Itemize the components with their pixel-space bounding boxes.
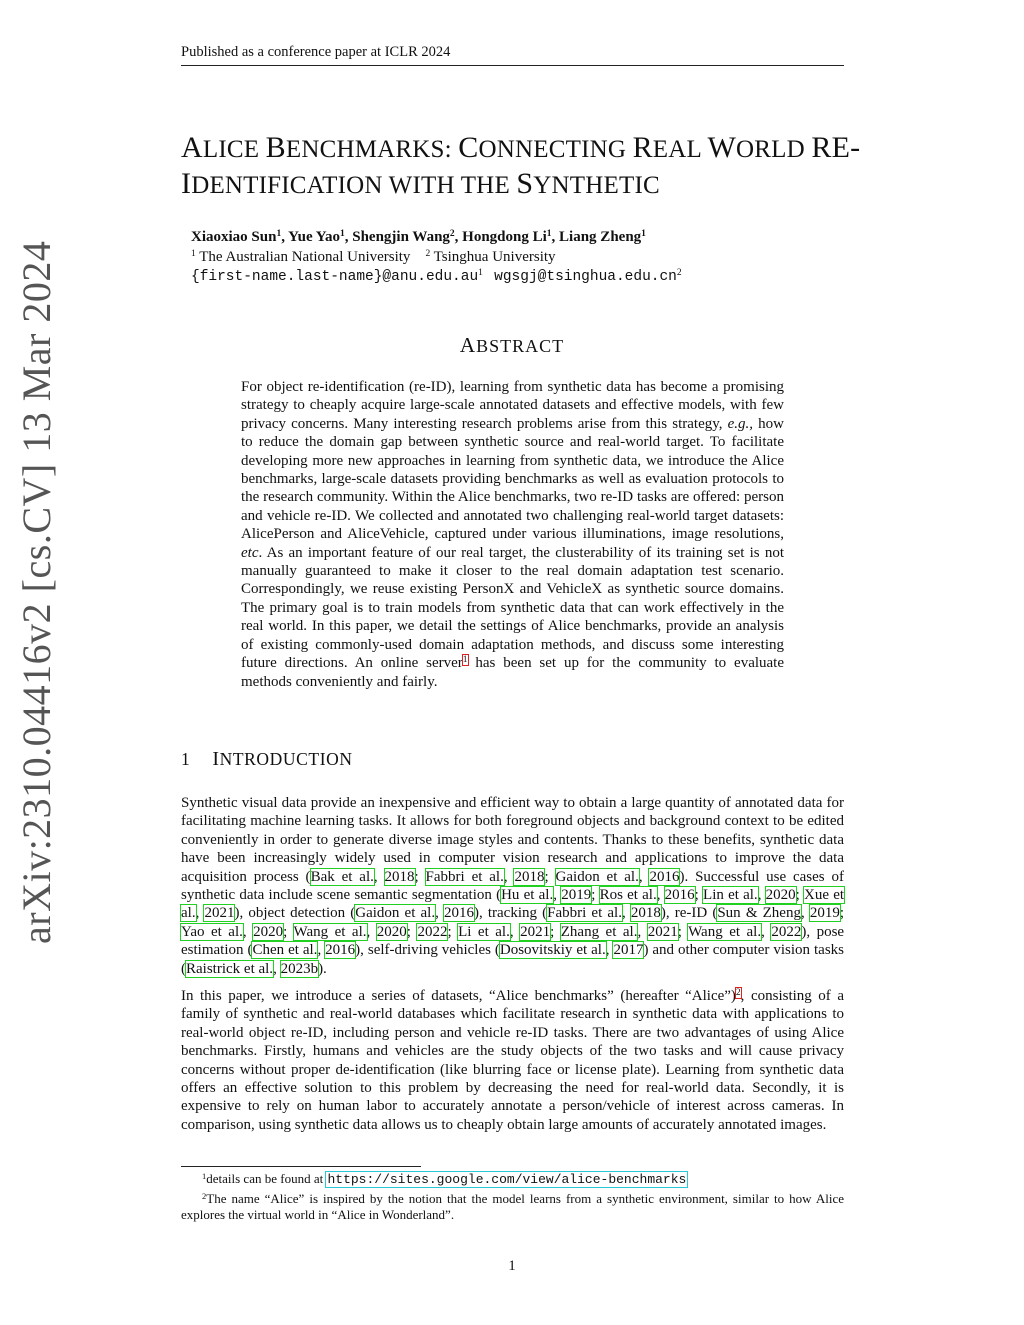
affiliation-mark: 1 bbox=[478, 268, 483, 278]
heading-rest: NTRODUCTION bbox=[219, 749, 353, 769]
text-run: , bbox=[553, 887, 562, 904]
title-char: S bbox=[516, 167, 534, 200]
citation-link[interactable]: 2020 bbox=[376, 923, 407, 940]
title-char: : bbox=[444, 136, 459, 163]
affiliations bbox=[191, 248, 831, 268]
heading-rest: BSTRACT bbox=[476, 336, 565, 356]
citation-link[interactable]: Xue et al. bbox=[181, 887, 845, 922]
citation-link[interactable]: 2019 bbox=[561, 887, 592, 904]
alice-benchmarks-url-link[interactable]: https://sites.google.com/view/alice-benchmarks bbox=[327, 1172, 687, 1187]
citation-link[interactable]: 2018 bbox=[384, 868, 415, 885]
text-run: , bbox=[273, 960, 281, 977]
text-run: how to reduce the domain gap between synthetic source and real-world target. To facilitate developing more new approaches in learning from synthetic data, we introduce the Alice benchmarks, large-scale datasets providing benchmarks as well as evaluation protocols to the research community. Within the Alice benchmarks, two re-ID tasks are offered: person and vehicle re-ID. We collected and annotated two challenging real-world target datasets: AlicePerson and AliceVehicle, captured under various illuminations, image resolutions, bbox=[241, 415, 784, 543]
author-name: Xiaoxiao Sun bbox=[191, 229, 277, 245]
footnote-1 bbox=[181, 1171, 844, 1189]
title-char: B bbox=[265, 131, 286, 164]
emails bbox=[191, 267, 831, 288]
intro-paragraph-2 bbox=[181, 987, 844, 1134]
footnote-mark: 1 bbox=[202, 1171, 207, 1181]
affiliation-anu: The Australian National University bbox=[199, 248, 411, 265]
text-run: , bbox=[242, 923, 254, 940]
text-run: ; bbox=[839, 905, 845, 922]
citation-link[interactable]: 2021 bbox=[520, 923, 551, 940]
text-run: ), tracking ( bbox=[473, 905, 548, 922]
text-run: , bbox=[637, 923, 648, 940]
title-char: A bbox=[181, 131, 203, 164]
text-run: ), self-driving vehicles ( bbox=[355, 942, 500, 959]
citation-link[interactable]: Li et al. bbox=[458, 923, 510, 940]
intro-paragraph-1 bbox=[181, 794, 844, 978]
text-run: ). Successful use cases of synthetic data include scene semantic segmentation ( bbox=[181, 868, 844, 904]
citation-link[interactable]: 2016 bbox=[664, 887, 695, 904]
affiliation-mark: 2 bbox=[449, 229, 455, 239]
text-run: , bbox=[435, 905, 444, 922]
citation-link[interactable]: 2021 bbox=[647, 923, 678, 940]
text-run: Synthetic visual data provide an inexpensive and efficient way to obtain a large quantity of annotated data for facilitating machine learning tasks. It allows for both foreground objects and background context to be edited conveniently in order to generate diverse image styles and contents. Thanks to these benefits, synthetic data have been increasingly widely used in computer vision research and applications to improve the data acquisition process ( bbox=[181, 795, 844, 885]
citation-link[interactable]: 2020 bbox=[765, 887, 796, 904]
affiliation-mark: 1 bbox=[546, 229, 552, 239]
text-run: , bbox=[503, 868, 515, 885]
title-char: EAL bbox=[652, 136, 708, 163]
text-run: ), pose estimation ( bbox=[181, 923, 845, 959]
text-run: ; bbox=[550, 923, 561, 940]
running-header: Published as a conference paper at ICLR 2024 bbox=[181, 44, 844, 66]
text-run: ; bbox=[544, 868, 556, 885]
arxiv-identifier: arXiv:2310.04416v2 [cs.CV] 13 Mar 2024 bbox=[14, 240, 59, 944]
text-run: ), re-ID ( bbox=[660, 905, 718, 922]
title-char: YNTHETIC bbox=[533, 172, 660, 199]
text-run: , consisting of a family of synthetic and real-world databases which facilitate research in synthetic data with applications to real-world object re-ID, including person and vehicle re-ID tasks. There are two advantages of using Alice benchmarks. Firstly, humans and vehicles are the study objects of the two tasks and will cause privacy concerns without proper de-identification (like blurring face or license plate). Learning from synthetic data offers an effective solution to this problem by decreasing the need for real-world data. Secondly, it is expensive to rely on human labor to accurately annotate a person/vehicle of interest across cameras. In comparison, using synthetic data allows us to cheaply obtain large amounts of accurately annotated images. bbox=[181, 988, 844, 1133]
text-run: , bbox=[195, 905, 205, 922]
footnote-mark: 2 bbox=[202, 1190, 207, 1201]
citation-link[interactable]: Gaidon et al. bbox=[555, 868, 639, 885]
text-run: ; bbox=[694, 887, 704, 904]
title-char: ONNECTING bbox=[478, 136, 633, 163]
title-line-2 bbox=[181, 167, 861, 203]
citation-link[interactable]: Zhang et al. bbox=[560, 923, 638, 940]
heading-initial: A bbox=[459, 333, 477, 357]
citation-link[interactable]: Wang et al. bbox=[688, 923, 762, 940]
citation-link[interactable]: 2016 bbox=[649, 868, 680, 885]
footnotes bbox=[181, 1171, 844, 1226]
author-block bbox=[191, 228, 831, 288]
footnote-link[interactable]: 2 bbox=[735, 988, 741, 998]
text-run: ) and other computer vision tasks ( bbox=[181, 942, 845, 977]
footnote-2 bbox=[181, 1191, 844, 1224]
title-char: R bbox=[811, 131, 832, 164]
text-run: ; bbox=[795, 887, 805, 904]
affiliation-mark: 1 bbox=[276, 229, 282, 239]
heading-initial: I bbox=[212, 748, 220, 770]
author-name: Liang Zheng bbox=[559, 229, 642, 245]
footnote-rule bbox=[181, 1166, 421, 1167]
text-run: , bbox=[317, 942, 326, 959]
author-names: Xiaoxiao Sun$^1$, Yue Yao$^1$, Shengjin Wang$^2$, Hongdong Li$^1$, Liang Zheng$^1$ bbox=[191, 229, 646, 245]
citation-link[interactable]: Hu et al. bbox=[501, 887, 554, 904]
affiliation-mark: 1 bbox=[339, 229, 345, 239]
text-run: , bbox=[638, 868, 650, 885]
paper-title bbox=[181, 131, 861, 203]
title-char: I bbox=[181, 167, 192, 200]
text-run: In this paper, we introduce a series of datasets, “Alice benchmarks” (hereafter “Alice”) bbox=[181, 988, 736, 1004]
citation-link[interactable]: Wang et al. bbox=[293, 923, 367, 940]
citation-link[interactable]: Fabbri et al. bbox=[547, 905, 622, 922]
text-run: ; bbox=[447, 923, 459, 940]
text-run: , bbox=[621, 905, 631, 922]
text-run: ; bbox=[414, 868, 426, 885]
citation-link[interactable]: Bak et al. bbox=[310, 868, 374, 885]
text-run: , bbox=[509, 923, 521, 940]
section-number: 1 bbox=[181, 749, 191, 769]
citation-link[interactable]: Fabbri et al. bbox=[425, 868, 504, 885]
author-name: Hongdong Li bbox=[462, 229, 547, 245]
text-run: ; bbox=[677, 923, 689, 940]
title-line-1 bbox=[181, 131, 861, 167]
title-char: E- bbox=[831, 131, 861, 164]
citation-link[interactable]: Chen et al. bbox=[252, 942, 318, 959]
title-char: ORLD bbox=[736, 136, 812, 163]
author-name: Yue Yao bbox=[288, 229, 340, 245]
email-tsinghua[interactable]: wgsgj@tsinghua.edu.cn bbox=[494, 269, 677, 285]
title-char: DENTIFICATION WITH THE bbox=[191, 172, 517, 199]
citation-link[interactable]: 2019 bbox=[809, 905, 840, 922]
citation-link[interactable]: Dosovitskiy et al. bbox=[499, 942, 606, 959]
text-run: ), object detection ( bbox=[234, 905, 356, 922]
citation-link[interactable]: 2018 bbox=[514, 868, 545, 885]
citation-link[interactable]: 2023b bbox=[280, 960, 319, 977]
italic-text: e.g., bbox=[727, 415, 754, 432]
text-run: , bbox=[757, 887, 766, 904]
citation-link[interactable]: 2020 bbox=[253, 923, 284, 940]
footnote-link[interactable]: 1 bbox=[462, 655, 468, 666]
text-run: , bbox=[605, 942, 614, 959]
citation-link[interactable]: 2022 bbox=[771, 923, 802, 940]
text-run: , bbox=[761, 923, 772, 940]
title-char: W bbox=[707, 131, 737, 164]
title-char: ENCHMARKS bbox=[285, 136, 445, 163]
title-char: LICE bbox=[202, 136, 266, 163]
citation-link[interactable]: 2021 bbox=[204, 905, 235, 922]
text-run: has been set up for the community to evaluate methods conveniently and fairly. bbox=[241, 655, 785, 690]
text-run: ; bbox=[406, 923, 418, 940]
abstract-heading bbox=[0, 333, 1024, 358]
italic-text: etc bbox=[241, 544, 259, 561]
email-anu[interactable]: {first-name.last-name}@anu.edu.au bbox=[191, 269, 479, 285]
text-run: , bbox=[800, 905, 810, 922]
citation-link[interactable]: Gaidon et al. bbox=[355, 905, 436, 922]
footnote-1-text: details can be found at bbox=[206, 1171, 327, 1186]
citation-link[interactable]: 2016 bbox=[325, 942, 356, 959]
citation-link[interactable]: 2018 bbox=[630, 905, 661, 922]
title-char: R bbox=[632, 131, 653, 164]
author-name: Shengjin Wang bbox=[352, 229, 450, 245]
text-run: ; bbox=[591, 887, 600, 904]
citation-link[interactable]: 2017 bbox=[613, 942, 644, 959]
citation-link[interactable]: Yao et al. bbox=[181, 923, 243, 940]
page-number: 1 bbox=[508, 1258, 516, 1274]
text-run: ; bbox=[283, 923, 294, 940]
citation-link[interactable]: Raistrick et al. bbox=[186, 960, 274, 977]
citation-link[interactable]: 2022 bbox=[417, 923, 448, 940]
text-run: For object re-identification (re-ID), learning from synthetic data has become a promising strategy to cheaply acquire large-scale annotated datasets and effective models, with few privacy concerns. Many interesting research problems arise from this strategy, bbox=[241, 379, 784, 432]
text-run: , bbox=[373, 868, 385, 885]
section-heading-introduction bbox=[181, 748, 353, 771]
affiliation-mark: 2 bbox=[425, 248, 431, 259]
abstract-text bbox=[241, 378, 784, 691]
citation-link[interactable]: Sun & Zheng bbox=[717, 905, 801, 922]
citation-link[interactable]: Ros et al. bbox=[599, 887, 657, 904]
affiliation-mark: 1 bbox=[641, 229, 646, 239]
text-run: , bbox=[366, 923, 377, 940]
affiliation-mark: 2 bbox=[676, 268, 682, 278]
text-run: . As an important feature of our real target, the clusterability of its training set is not manually guaranteed to make it closer to the real domain adaptation test scenario. Correspondingly, we reuse existing PersonX and VehicleX as synthetic source domains. The primary goal is to train models from synthetic data that can work effectively in the real world. In this paper, we detail the settings of Alice benchmarks, provide an analysis of existing commonly-used domain adaptation methods, and discuss some interesting future directions. An online server bbox=[241, 544, 784, 672]
citation-link[interactable]: Lin et al. bbox=[703, 887, 758, 904]
citation-link[interactable]: 2016 bbox=[443, 905, 474, 922]
text-run: , bbox=[656, 887, 665, 904]
text-run: ). bbox=[318, 960, 327, 977]
footnote-2-text: The name “Alice” is inspired by the notion that the model learns from a synthetic environment, similar to how Alice explores the virtual world in “Alice in Wonderland”. bbox=[181, 1190, 844, 1222]
title-char: C bbox=[458, 131, 479, 164]
affiliation-mark: 1 bbox=[191, 248, 196, 259]
affiliation-tsinghua: Tsinghua University bbox=[433, 248, 556, 265]
